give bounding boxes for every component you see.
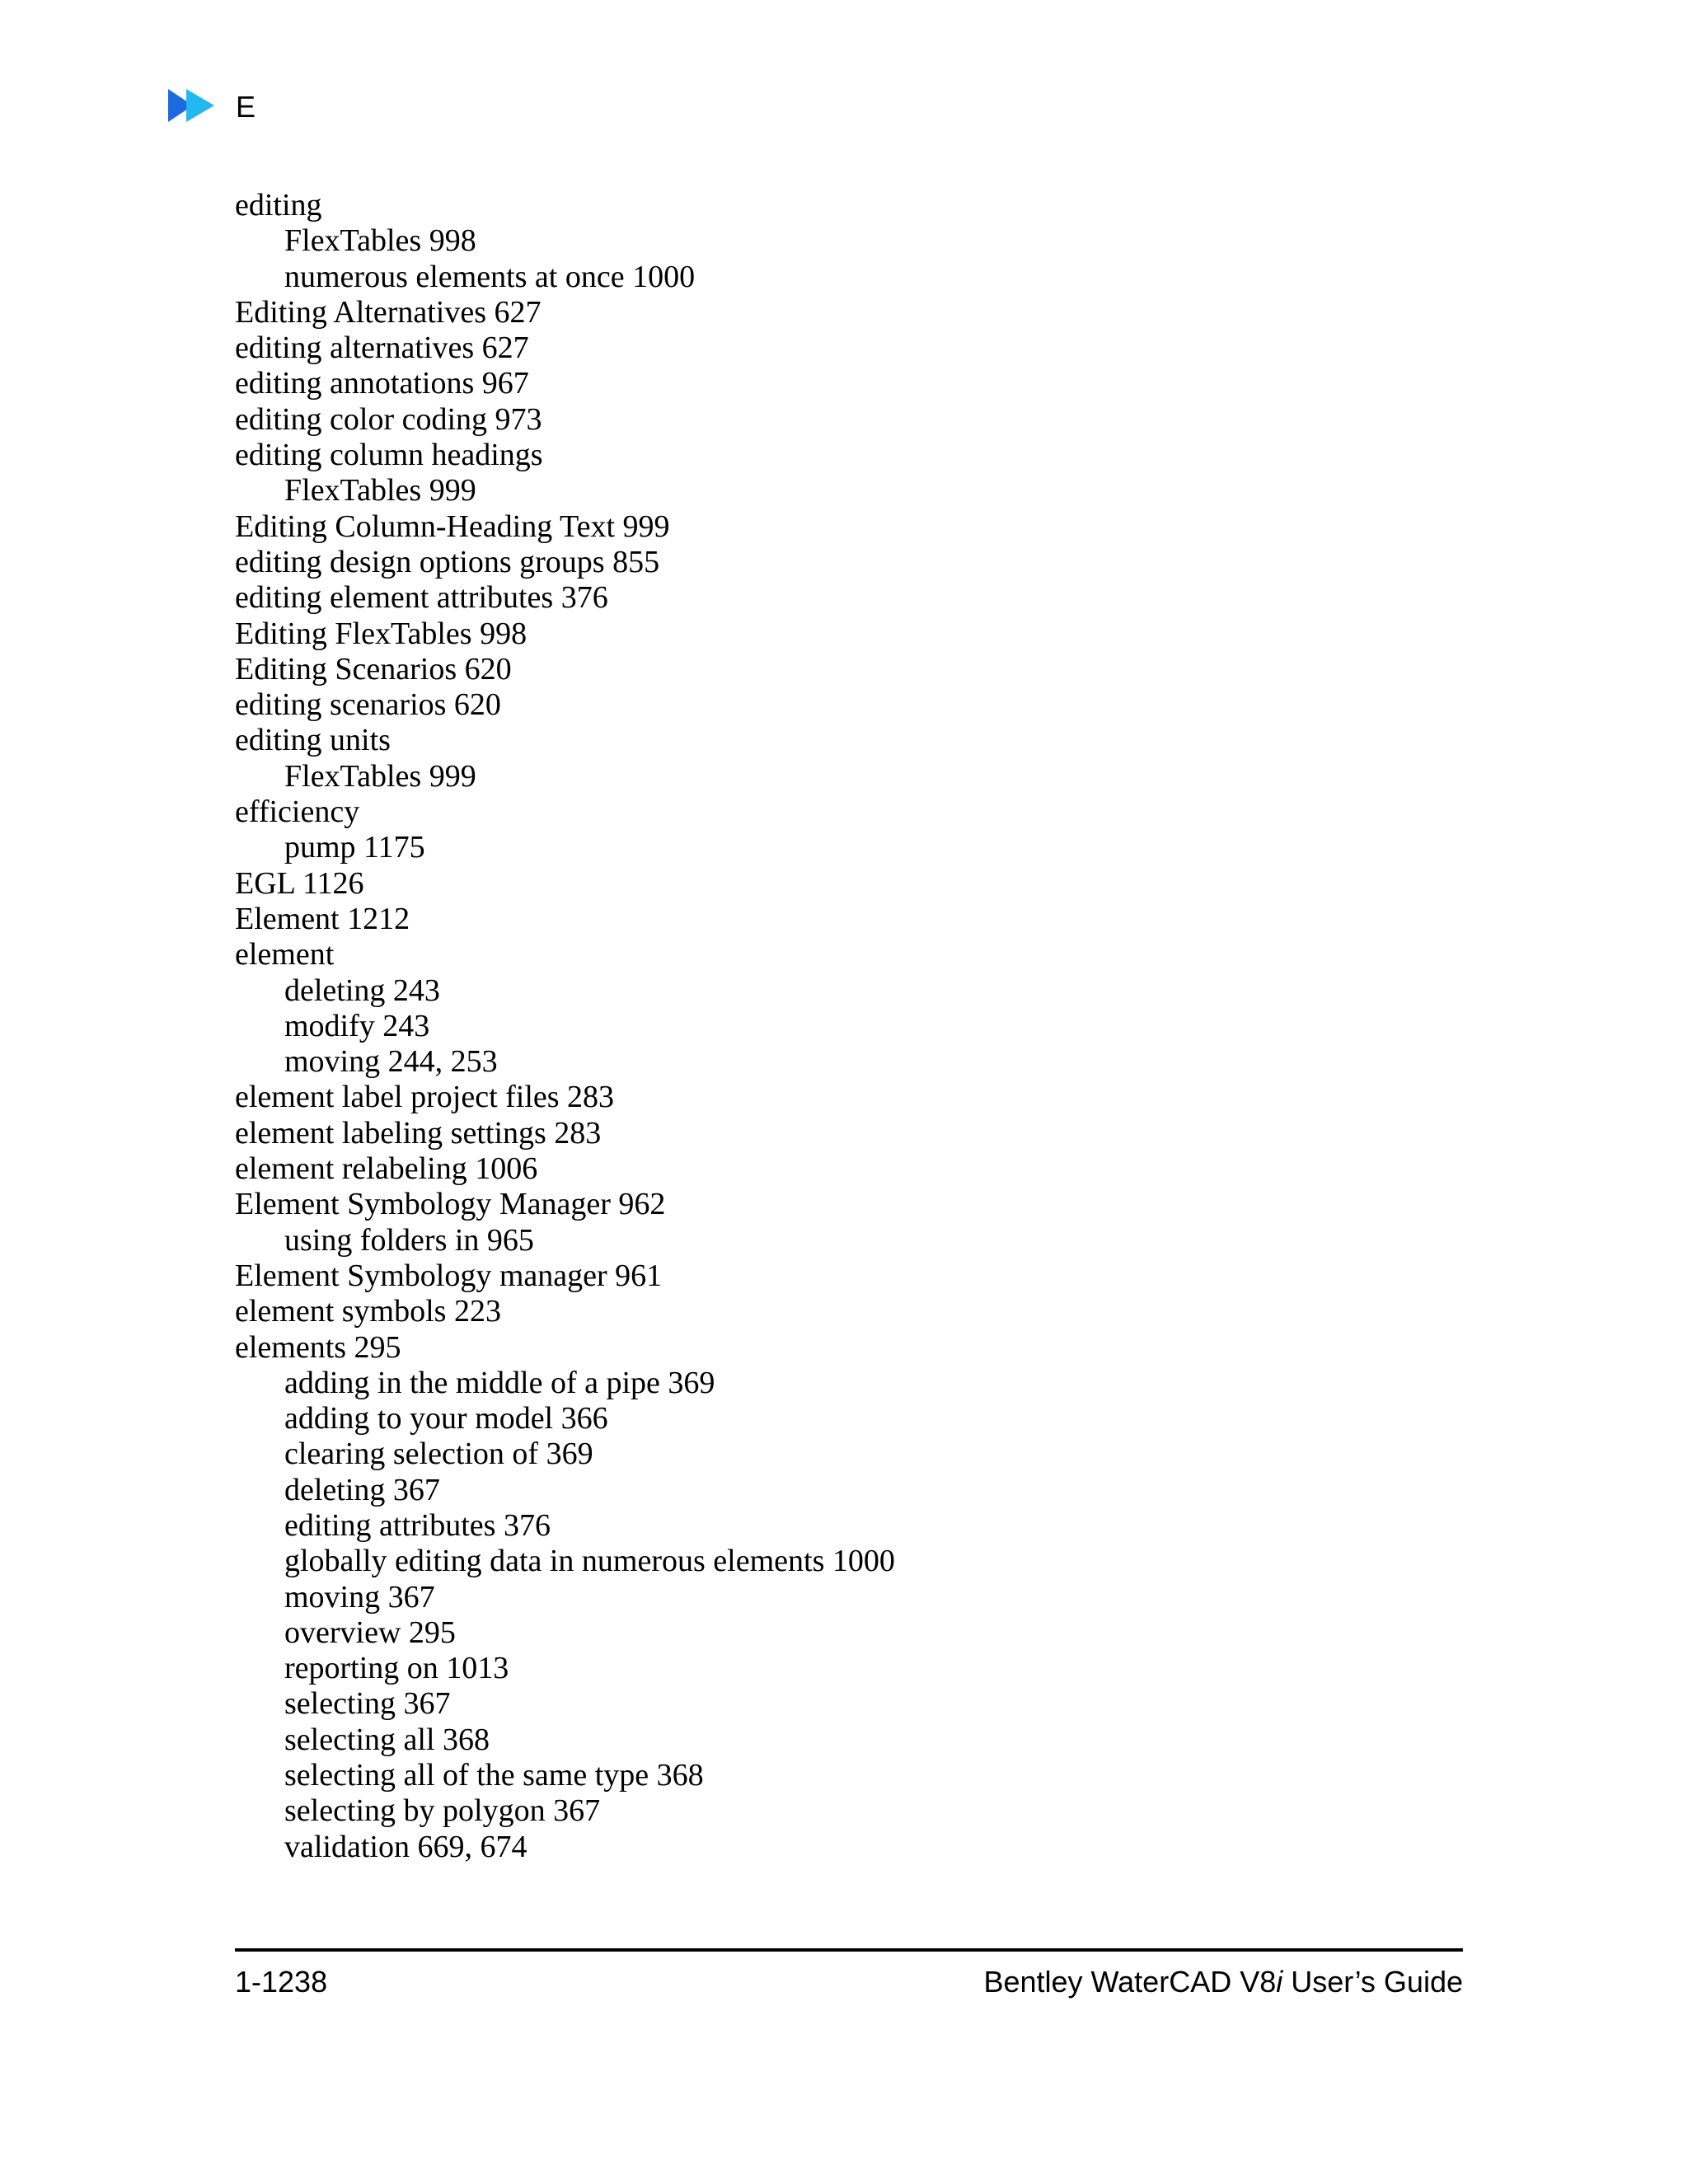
- index-subentry: validation 669, 674: [284, 1829, 528, 1864]
- index-subentry: adding to your model 366: [284, 1401, 608, 1436]
- index-entry: efficiency: [235, 794, 360, 830]
- index-subentry: selecting 367: [284, 1686, 451, 1722]
- double-arrow-icon: [168, 87, 218, 124]
- index-subentry: FlexTables 998: [284, 223, 476, 259]
- index-subentry: modify 243: [284, 1008, 430, 1043]
- index-entry: element: [235, 937, 335, 972]
- guide-title-italic: i: [1276, 1965, 1283, 1999]
- guide-title-suffix: User’s Guide: [1282, 1965, 1463, 1999]
- index-entry: Element Symbology Manager 962: [235, 1187, 666, 1222]
- index-entry: elements 295: [235, 1329, 401, 1365]
- index-entry: Element Symbology manager 961: [235, 1258, 663, 1293]
- index-subentry: FlexTables 999: [284, 758, 476, 794]
- index-subentry: moving 367: [284, 1579, 435, 1615]
- double-arrow-icon-front: [186, 89, 214, 122]
- guide-title-main: Bentley WaterCAD V8: [983, 1965, 1277, 1999]
- index-subentry: deleting 367: [284, 1472, 440, 1507]
- index-subentry: clearing selection of 369: [284, 1436, 593, 1472]
- index-entry: editing color coding 973: [235, 401, 542, 437]
- index-entry: editing element attributes 376: [235, 580, 608, 616]
- index-subentry: deleting 243: [284, 972, 440, 1008]
- index-entry: editing units: [235, 723, 391, 758]
- index-entry: element label project files 283: [235, 1080, 615, 1115]
- index-subentry: selecting all 368: [284, 1722, 490, 1757]
- index-entry: editing column headings: [235, 438, 543, 473]
- index-list: [235, 188, 895, 1865]
- index-subentry: adding in the middle of a pipe 369: [284, 1365, 715, 1400]
- index-entry: Element 1212: [235, 901, 410, 936]
- index-entry: element relabeling 1006: [235, 1151, 538, 1187]
- section-letter: E: [236, 90, 256, 124]
- index-subentry: numerous elements at once 1000: [284, 259, 696, 294]
- index-subentry: globally editing data in numerous elements 1000: [284, 1544, 895, 1579]
- index-entry: Editing Column-Heading Text 999: [235, 509, 670, 544]
- index-subentry: reporting on 1013: [284, 1651, 509, 1686]
- index-subentry: overview 295: [284, 1615, 456, 1650]
- index-entry: editing annotations 967: [235, 366, 529, 401]
- index-entry: editing scenarios 620: [235, 687, 501, 723]
- index-entry: Editing FlexTables 998: [235, 616, 528, 651]
- index-subentry: selecting all of the same type 368: [284, 1758, 704, 1793]
- index-subentry: pump 1175: [284, 830, 425, 865]
- index-subentry: selecting by polygon 367: [284, 1793, 601, 1829]
- index-subentry: FlexTables 999: [284, 473, 476, 509]
- index-entry: Editing Scenarios 620: [235, 651, 512, 687]
- index-entry: Editing Alternatives 627: [235, 294, 542, 330]
- guide-title: [983, 1964, 1463, 2000]
- index-entry: element symbols 223: [235, 1294, 501, 1329]
- index-subentry: moving 244, 253: [284, 1044, 498, 1080]
- page-number: 1-1238: [235, 1965, 328, 1999]
- index-entry: editing design options groups 855: [235, 544, 660, 579]
- index-entry: EGL 1126: [235, 865, 364, 901]
- index-entry: editing alternatives 627: [235, 330, 529, 366]
- index-subentry: editing attributes 376: [284, 1507, 551, 1543]
- footer-rule: [235, 1948, 1463, 1952]
- index-entry: editing: [235, 188, 322, 223]
- index-entry: element labeling settings 283: [235, 1115, 602, 1151]
- index-subentry: using folders in 965: [284, 1222, 534, 1258]
